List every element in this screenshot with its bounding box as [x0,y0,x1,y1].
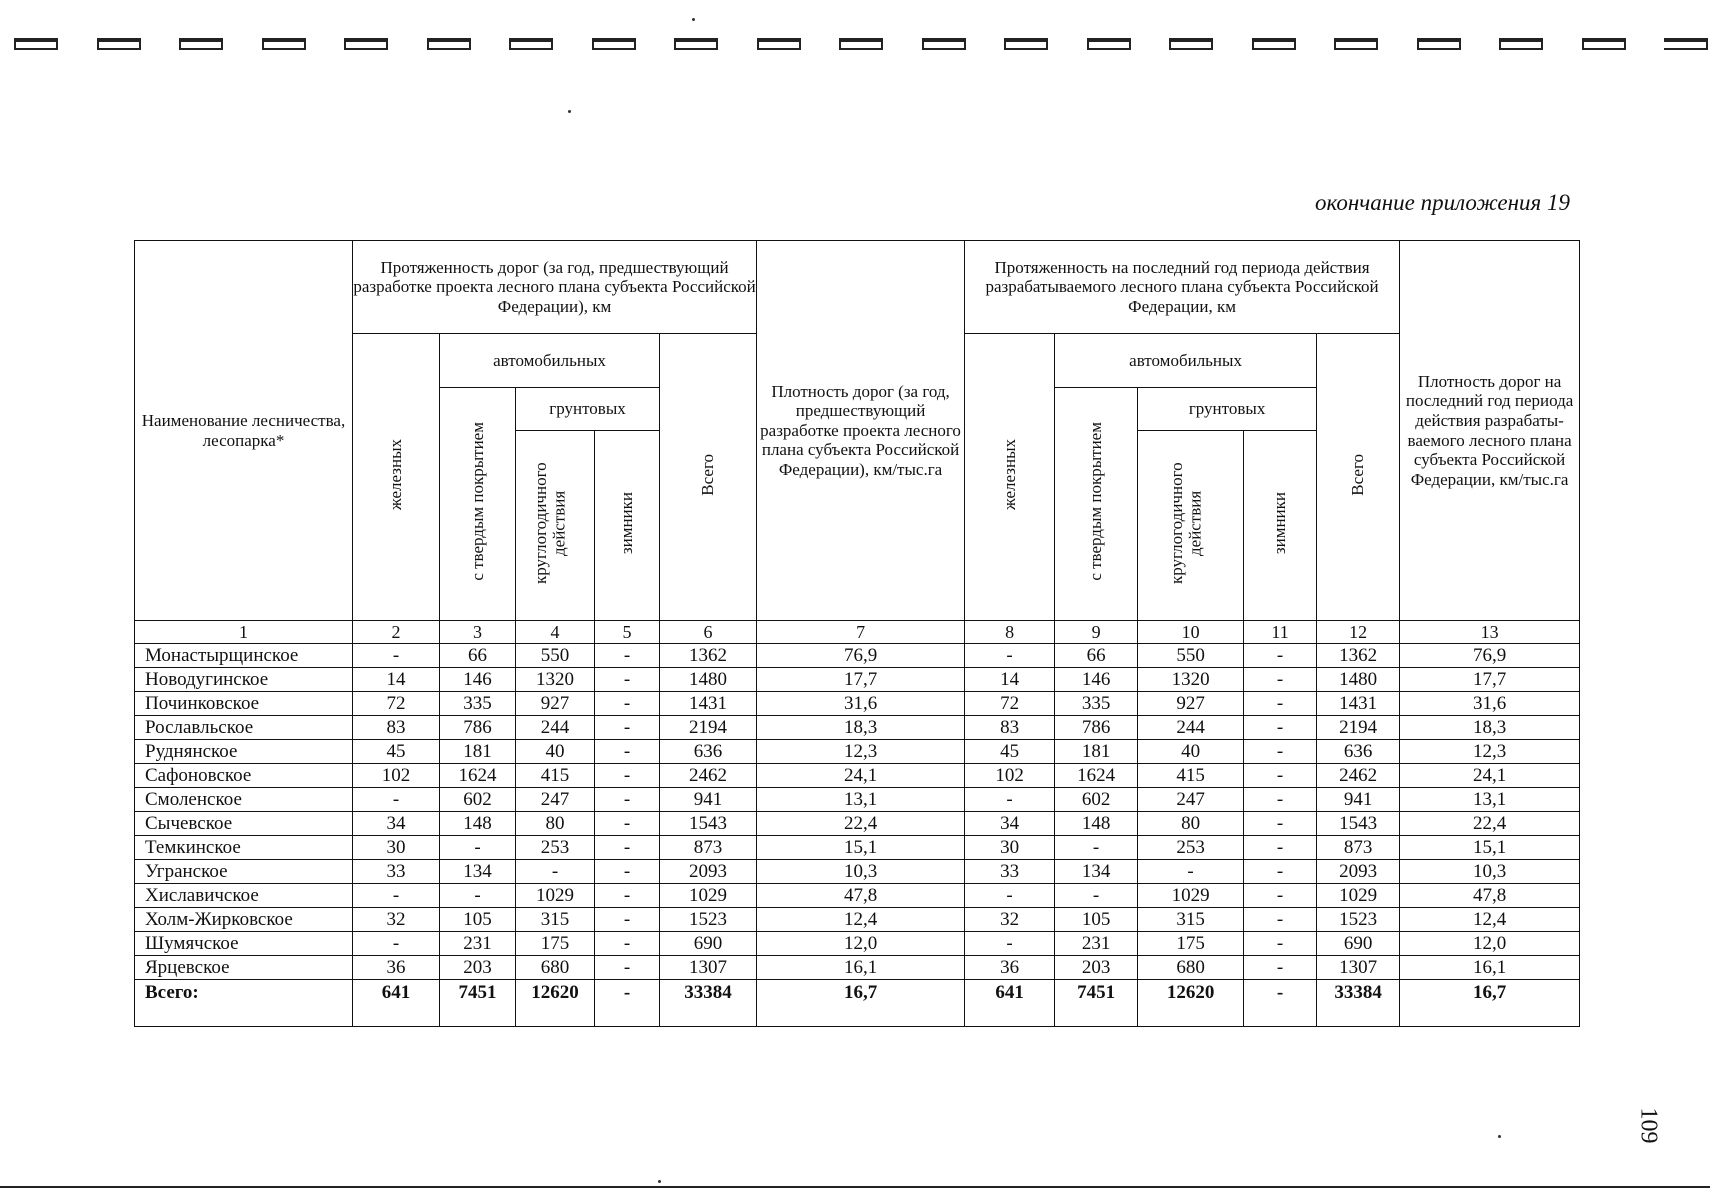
header-winter-prev: зимники [595,431,660,621]
value-cell: 415 [516,764,595,788]
binding-hole [1582,38,1626,50]
table-row [135,932,1580,956]
value-cell: 2462 [660,764,757,788]
value-cell: - [595,644,660,668]
header-group-last: Протяженность на последний год периода действия разрабатываемого лесного плана субъекта Российской Федерации, км [965,241,1400,334]
value-cell: 17,7 [1400,668,1580,692]
value-cell: 315 [516,908,595,932]
value-cell: 148 [440,812,516,836]
total-value-cell: 33384 [660,980,757,1027]
value-cell: 134 [1055,860,1138,884]
binding-hole [674,38,718,50]
value-cell: 76,9 [757,644,965,668]
value-cell: - [1055,836,1138,860]
value-cell: 2093 [1317,860,1400,884]
value-cell: 1543 [660,812,757,836]
value-cell: - [595,860,660,884]
value-cell: 32 [353,908,440,932]
value-cell: - [595,764,660,788]
value-cell: 80 [516,812,595,836]
table-row [135,836,1580,860]
value-cell: 2462 [1317,764,1400,788]
binding-hole [1499,38,1543,50]
column-number: 12 [1317,621,1400,644]
header-density-prev: Плотность дорог (за год, предшествующий разработке проекта лесного плана субъекта Российской Федерации), км/тыс.га [757,241,965,621]
value-cell: 873 [1317,836,1400,860]
value-cell: 148 [1055,812,1138,836]
value-cell: 1362 [660,644,757,668]
forestry-name-cell: Новодугинское [135,668,353,692]
header-group-prev: Протяженность дорог (за год, предшествующий разработке проекта лесного плана субъекта Российской Федерации), км [353,241,757,334]
value-cell: - [595,836,660,860]
value-cell: - [595,788,660,812]
value-cell: - [595,692,660,716]
binding-hole [179,38,223,50]
value-cell: 1029 [660,884,757,908]
value-cell: - [595,740,660,764]
value-cell: 636 [1317,740,1400,764]
value-cell: 175 [1138,932,1244,956]
value-cell: 247 [516,788,595,812]
value-cell: 1431 [1317,692,1400,716]
header-auto-last: автомобильных [1055,334,1317,388]
value-cell: - [353,932,440,956]
value-cell: - [1244,644,1317,668]
total-label-cell: Всего: [135,980,353,1027]
column-number: 13 [1400,621,1580,644]
value-cell: 1362 [1317,644,1400,668]
column-number: 2 [353,621,440,644]
value-cell: 231 [1055,932,1138,956]
value-cell: 105 [1055,908,1138,932]
appendix-caption: окончание приложения 19 [1314,190,1570,215]
value-cell: - [353,884,440,908]
value-cell: 16,1 [1400,956,1580,980]
value-cell: 12,3 [1400,740,1580,764]
header-year-round-last: круглогодичного действия [1138,431,1244,621]
binding-hole [1417,38,1461,50]
value-cell: 14 [965,668,1055,692]
value-cell: 45 [965,740,1055,764]
value-cell: - [595,884,660,908]
value-cell: 83 [353,716,440,740]
forestry-name-cell: Ярцевское [135,956,353,980]
value-cell: 102 [965,764,1055,788]
value-cell: 12,3 [757,740,965,764]
header-year-round-prev: круглогодичного действия [516,431,595,621]
value-cell: 786 [440,716,516,740]
binding-hole [262,38,306,50]
value-cell: - [1244,668,1317,692]
scan-speck [1498,1135,1501,1138]
value-cell: - [595,908,660,932]
header-total-prev: Всего [660,334,757,621]
value-cell: 18,3 [1400,716,1580,740]
value-cell: 17,7 [757,668,965,692]
value-cell: - [516,860,595,884]
value-cell: 247 [1138,788,1244,812]
binding-hole [839,38,883,50]
value-cell: 1523 [660,908,757,932]
value-cell: - [595,668,660,692]
value-cell: - [1244,884,1317,908]
value-cell: 24,1 [1400,764,1580,788]
value-cell: 12,4 [757,908,965,932]
value-cell: 690 [1317,932,1400,956]
value-cell: 927 [516,692,595,716]
value-cell: 10,3 [757,860,965,884]
table-body [135,644,1580,1027]
value-cell: 34 [965,812,1055,836]
value-cell: 22,4 [757,812,965,836]
binding-hole [1252,38,1296,50]
value-cell: - [1138,860,1244,884]
page-number: 109 [1635,1107,1662,1144]
value-cell: 550 [516,644,595,668]
value-cell: 146 [440,668,516,692]
value-cell: 31,6 [1400,692,1580,716]
value-cell: 1029 [1138,884,1244,908]
scan-speck [568,110,571,113]
forestry-name-cell: Темкинское [135,836,353,860]
value-cell: 105 [440,908,516,932]
value-cell: 40 [1138,740,1244,764]
value-cell: 203 [1055,956,1138,980]
value-cell: 231 [440,932,516,956]
value-cell: 602 [440,788,516,812]
value-cell: 32 [965,908,1055,932]
header-rail-last: железных [965,334,1055,621]
value-cell: 941 [1317,788,1400,812]
scan-speck [692,18,695,21]
value-cell: 550 [1138,644,1244,668]
value-cell: 941 [660,788,757,812]
value-cell: - [965,788,1055,812]
value-cell: - [353,644,440,668]
column-number: 8 [965,621,1055,644]
column-number: 4 [516,621,595,644]
value-cell: 33 [965,860,1055,884]
forestry-name-cell: Угранское [135,860,353,884]
value-cell: - [1244,836,1317,860]
value-cell: 1431 [660,692,757,716]
value-cell: 873 [660,836,757,860]
value-cell: 2194 [1317,716,1400,740]
header-paved-prev: с твердым покрытием [440,388,516,621]
value-cell: 2093 [660,860,757,884]
value-cell: 1307 [1317,956,1400,980]
binding-hole [922,38,966,50]
forestry-name-cell: Хиславичское [135,884,353,908]
value-cell: 72 [353,692,440,716]
binding-hole [592,38,636,50]
value-cell: 203 [440,956,516,980]
forestry-name-cell: Рославльское [135,716,353,740]
value-cell: - [595,716,660,740]
value-cell: - [440,836,516,860]
value-cell: - [353,788,440,812]
value-cell: 12,0 [757,932,965,956]
value-cell: 34 [353,812,440,836]
roads-table [134,240,1580,1027]
forestry-name-cell: Сафоновское [135,764,353,788]
table-row [135,812,1580,836]
forestry-name-cell: Починковское [135,692,353,716]
value-cell: 12,0 [1400,932,1580,956]
value-cell: 13,1 [757,788,965,812]
table-row [135,668,1580,692]
value-cell: - [1244,716,1317,740]
table-row [135,908,1580,932]
binding-hole [344,38,388,50]
table-row [135,788,1580,812]
value-cell: - [965,644,1055,668]
value-cell: 22,4 [1400,812,1580,836]
value-cell: 335 [440,692,516,716]
value-cell: 1543 [1317,812,1400,836]
column-number: 1 [135,621,353,644]
value-cell: 72 [965,692,1055,716]
binding-hole [1664,38,1708,50]
value-cell: 253 [1138,836,1244,860]
binding-hole [757,38,801,50]
value-cell: 18,3 [757,716,965,740]
table-row [135,716,1580,740]
value-cell: 134 [440,860,516,884]
value-cell: 415 [1138,764,1244,788]
value-cell: 335 [1055,692,1138,716]
forestry-name-cell: Сычевское [135,812,353,836]
value-cell: 14 [353,668,440,692]
value-cell: 927 [1138,692,1244,716]
value-cell: 602 [1055,788,1138,812]
value-cell: - [965,932,1055,956]
value-cell: 33 [353,860,440,884]
table-row [135,644,1580,668]
value-cell: 12,4 [1400,908,1580,932]
table-row [135,860,1580,884]
column-number: 11 [1244,621,1317,644]
value-cell: 15,1 [1400,836,1580,860]
value-cell: 1624 [440,764,516,788]
value-cell: 786 [1055,716,1138,740]
forestry-name-cell: Руднянское [135,740,353,764]
value-cell: 31,6 [757,692,965,716]
column-number: 9 [1055,621,1138,644]
value-cell: 636 [660,740,757,764]
header-dirt-prev: грунтовых [516,388,660,431]
binding-holes [14,34,1704,56]
value-cell: - [1244,908,1317,932]
value-cell: 1523 [1317,908,1400,932]
binding-hole [97,38,141,50]
value-cell: 244 [516,716,595,740]
total-value-cell: - [1244,980,1317,1027]
binding-hole [1004,38,1048,50]
header-rail-prev: железных [353,334,440,621]
value-cell: 66 [440,644,516,668]
value-cell: 36 [353,956,440,980]
total-value-cell: 16,7 [1400,980,1580,1027]
value-cell: 24,1 [757,764,965,788]
binding-hole [1087,38,1131,50]
header-paved-last: с твердым покрытием [1055,388,1138,621]
value-cell: 1320 [516,668,595,692]
total-value-cell: 12620 [1138,980,1244,1027]
value-cell: - [1244,692,1317,716]
value-cell: 175 [516,932,595,956]
value-cell: 1480 [660,668,757,692]
value-cell: - [1244,932,1317,956]
value-cell: 181 [440,740,516,764]
value-cell: 1624 [1055,764,1138,788]
table-row [135,692,1580,716]
forestry-name-cell: Монастырщинское [135,644,353,668]
forestry-name-cell: Шумячское [135,932,353,956]
value-cell: - [440,884,516,908]
binding-hole [1169,38,1213,50]
total-value-cell: 641 [353,980,440,1027]
value-cell: 1307 [660,956,757,980]
value-cell: 1029 [1317,884,1400,908]
value-cell: 83 [965,716,1055,740]
value-cell: 680 [516,956,595,980]
total-value-cell: 641 [965,980,1055,1027]
column-number: 3 [440,621,516,644]
total-value-cell: 7451 [440,980,516,1027]
header-name-col: Наименование лесничества, лесопарка* [135,241,353,621]
value-cell: - [595,812,660,836]
total-row [135,980,1580,1027]
total-value-cell: 7451 [1055,980,1138,1027]
value-cell: - [1244,860,1317,884]
value-cell: 47,8 [1400,884,1580,908]
total-value-cell: - [595,980,660,1027]
value-cell: - [1244,956,1317,980]
value-cell: 30 [965,836,1055,860]
forestry-name-cell: Холм-Жирковское [135,908,353,932]
table-row [135,956,1580,980]
value-cell: - [1055,884,1138,908]
total-value-cell: 16,7 [757,980,965,1027]
value-cell: 690 [660,932,757,956]
header-dirt-last: грунтовых [1138,388,1317,431]
value-cell: - [1244,764,1317,788]
binding-hole [509,38,553,50]
column-number: 10 [1138,621,1244,644]
value-cell: - [965,884,1055,908]
header-density-last: Плотность дорог на последний год периода действия разрабаты-ваемого лесного плана субъекта Российской Федерации, км/тыс.га [1400,241,1580,621]
total-value-cell: 33384 [1317,980,1400,1027]
value-cell: 16,1 [757,956,965,980]
table-row [135,884,1580,908]
value-cell: 10,3 [1400,860,1580,884]
value-cell: 2194 [660,716,757,740]
table-row [135,740,1580,764]
binding-hole [14,38,58,50]
value-cell: 146 [1055,668,1138,692]
value-cell: 30 [353,836,440,860]
value-cell: 76,9 [1400,644,1580,668]
value-cell: 40 [516,740,595,764]
value-cell: - [1244,740,1317,764]
value-cell: 253 [516,836,595,860]
value-cell: 80 [1138,812,1244,836]
value-cell: 244 [1138,716,1244,740]
column-number: 6 [660,621,757,644]
binding-hole [1334,38,1378,50]
header-total-last: Всего [1317,334,1400,621]
table-row [135,764,1580,788]
column-number: 5 [595,621,660,644]
bottom-edge-line [0,1186,1710,1188]
value-cell: 36 [965,956,1055,980]
value-cell: 47,8 [757,884,965,908]
value-cell: 1029 [516,884,595,908]
value-cell: 102 [353,764,440,788]
value-cell: 45 [353,740,440,764]
column-number-row [135,621,1580,644]
header-auto-prev: автомобильных [440,334,660,388]
value-cell: - [1244,812,1317,836]
value-cell: 181 [1055,740,1138,764]
value-cell: - [595,932,660,956]
total-value-cell: 12620 [516,980,595,1027]
value-cell: - [595,956,660,980]
value-cell: 66 [1055,644,1138,668]
forestry-name-cell: Смоленское [135,788,353,812]
value-cell: 315 [1138,908,1244,932]
binding-hole [427,38,471,50]
value-cell: 1480 [1317,668,1400,692]
value-cell: 13,1 [1400,788,1580,812]
value-cell: 1320 [1138,668,1244,692]
value-cell: 680 [1138,956,1244,980]
column-number: 7 [757,621,965,644]
value-cell: - [1244,788,1317,812]
header-winter-last: зимники [1244,431,1317,621]
scan-speck [658,1180,661,1183]
value-cell: 15,1 [757,836,965,860]
